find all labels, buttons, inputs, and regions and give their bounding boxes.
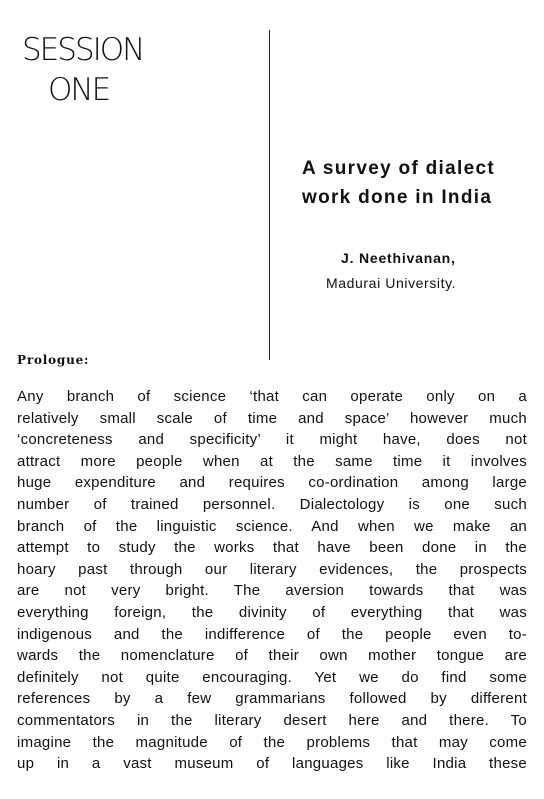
body-paragraph [17, 386, 527, 775]
vertical-divider [269, 30, 270, 360]
body-line: number of trained personnel. Dialectology is one such [17, 495, 527, 513]
body-line: commentators in the literary desert here and there. To [17, 711, 527, 729]
body-line: wards the nomenclature of their own mother tongue are [17, 647, 527, 665]
article-title-line-1: A survey of dialect [302, 158, 495, 179]
body-line: Any branch of science ‘that can operate only on a [17, 388, 527, 405]
session-heading-line-1: SESSION [22, 32, 144, 68]
body-line: branch of the linguistic science. And when we make an [17, 517, 527, 535]
body-line: indigenous and the indifference of the people even to- [17, 625, 527, 643]
body-line: references by a few grammarians followed by different [17, 690, 527, 708]
body-line: imagine the magnitude of the problems that may come [17, 733, 527, 751]
body-line: hoary past through our literary evidences, the prospects [17, 560, 527, 578]
body-line: are not very bright. The aversion towards that was [17, 582, 527, 600]
body-line: attract more people when at the same time it involves [17, 452, 527, 470]
author-name: J. Neethivanan, [341, 250, 456, 266]
body-line: relatively small scale of time and space’ however much [17, 409, 527, 427]
body-line: definitely not quite encouraging. Yet we do find some [17, 668, 527, 686]
body-line: up in a vast museum of languages like India these [17, 755, 527, 773]
body-line: everything foreign, the divinity of everything that was [17, 603, 527, 621]
session-heading-line-2: ONE [48, 72, 110, 108]
author-affiliation: Madurai University. [326, 275, 457, 291]
body-line: ‘concreteness and specificity’ it might have, does not [17, 431, 527, 449]
body-line: attempt to study the works that have been done in the [17, 539, 527, 557]
article-title-line-2: work done in India [302, 187, 493, 208]
session-heading [22, 30, 143, 110]
body-line: huge expenditure and requires co-ordination among large [17, 474, 527, 492]
article-title [302, 154, 532, 212]
section-heading: Prologue: [17, 353, 90, 367]
